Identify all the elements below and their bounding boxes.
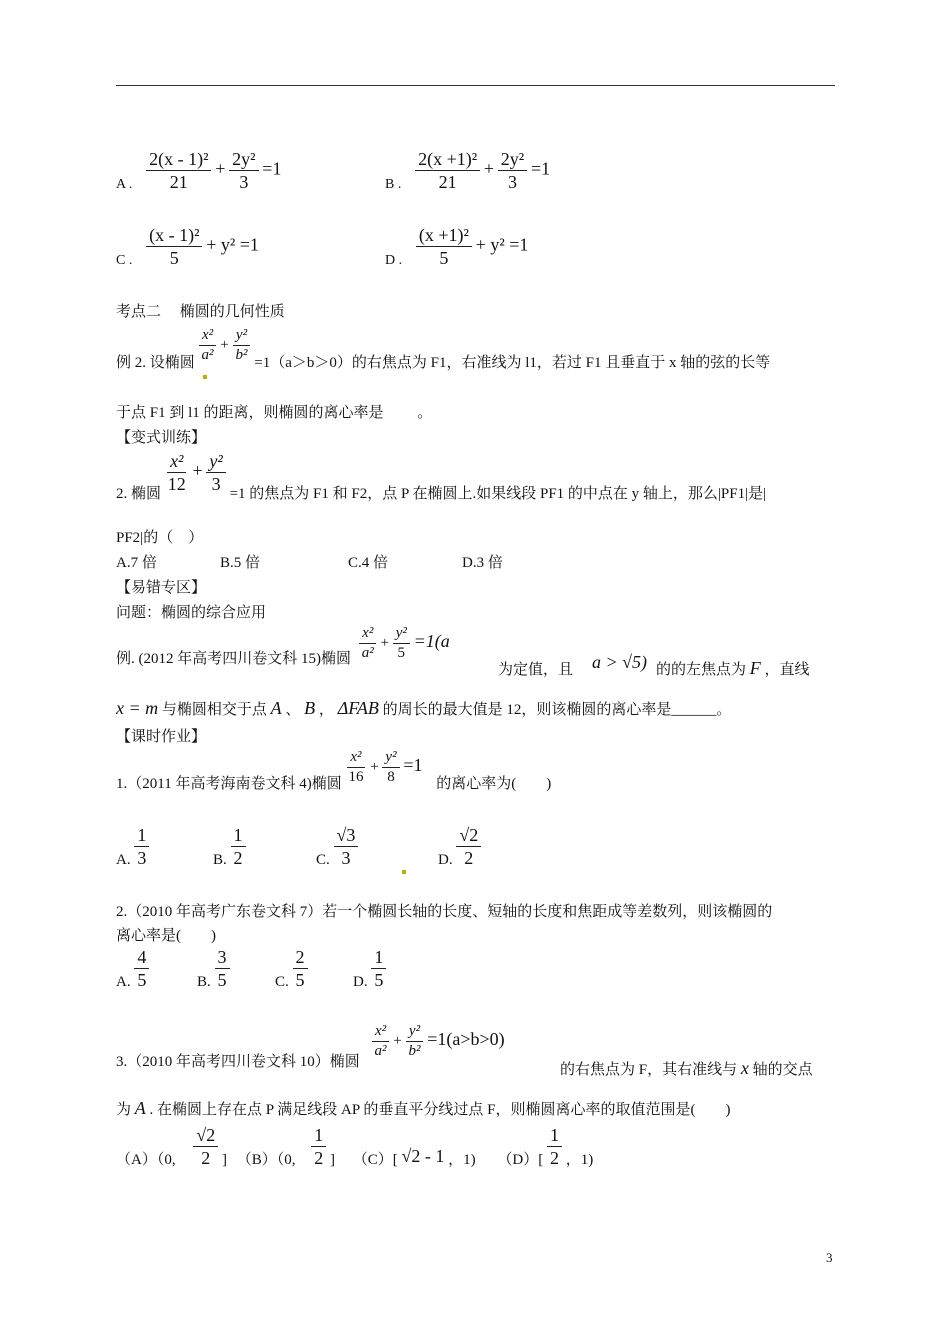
error-example-mid: 为定值，且 [498, 662, 574, 678]
variant-q2-opt-d: D.3 倍 [462, 555, 503, 571]
homework-q2-opt-b: B. $\frac{3}{5}$ [197, 948, 230, 990]
error-example-line2: x = m 与椭圆相交于点 A 、 B ， ΔFAB 的周长的最大值是 12，则该椭圆的离心率是______。 [116, 698, 732, 718]
example-2-line2: 于点 F1 到 l1 的距离，则椭圆的离心率是 。 [116, 405, 433, 421]
variant-q2: 2. 椭圆 $\frac{\text{x²}}{12}$ + $\frac{\text{y²}}{3}$ =1 的焦点为 F1 和 F2，点 P 在椭圆上.如果线段 PF1 的中点在 y 轴上，那么|PF1|是| [116, 451, 767, 503]
homework-q1-opt-b: B. $\frac{1}{2}$ [213, 826, 246, 868]
variant-q2-opt-c: C.4 倍 [348, 555, 389, 571]
homework-q2-opt-c: C. $\frac{2}{5}$ [275, 948, 308, 990]
variant-q2-opt-b: B.5 倍 [220, 555, 261, 571]
marker-dot [203, 375, 207, 379]
error-example-cond: a > √5) [592, 652, 648, 672]
marker-dot [402, 870, 406, 874]
homework-q1-opt-c: C. $\frac{√3}{3}$ [316, 826, 358, 868]
homework-q1-opt-a: A. $\frac{1}{3}$ [116, 826, 149, 868]
homework-q3-line2: 为 A . 在椭圆上存在点 P 满足线段 AP 的垂直平分线过点 F，则椭圆离心率的取值范围是( ) [116, 1098, 731, 1118]
homework-q2-opt-a: A. $\frac{4}{5}$ [116, 948, 149, 990]
homework-heading: 【课时作业】 [116, 729, 207, 745]
page-number: 3 [826, 1250, 833, 1265]
homework-q2-line2: 离心率是( ) [116, 928, 216, 944]
error-zone-problem: 问题：椭圆的综合应用 [116, 605, 267, 621]
option-c: C . $\frac{\text{(x - 1)²}}{5}$ + y² =1 [116, 225, 259, 269]
error-example-tail: 的的左焦点为 F ，直线 [656, 658, 810, 678]
homework-q3-options: （A）（0, $\frac{√2}{2}$ ] （B）（0, $\frac{1}{2}$ ] （C）[ √2 - 1 ，1) （D）[ $\frac{1}{2}$ ，1) [116, 1125, 594, 1169]
error-example: 例. (2012 年高考四川卷文科 15)椭圆 $\frac{\text{x²}}{\text{a²}}$ + $\frac{\text{y²}}{5}$ =1(a [116, 625, 450, 668]
option-d: D . $\frac{\text{(x +1)²}}{5}$ + y² =1 [385, 225, 529, 269]
variant-heading: 【变式训练】 [116, 430, 207, 446]
error-zone-heading: 【易错专区】 [116, 580, 207, 596]
variant-q2-opt-a: A.7 倍 [116, 555, 157, 571]
option-b: B . $\frac{\text{2(x +1)²}}{21}$ + $\frac{\text{2y²}}{3}$ =1 [385, 149, 551, 193]
example-2: 例 2. 设椭圆 $\frac{\text{x²}}{\text{a²}}$ + $\frac{\text{y²}}{\text{b²}}$ =1（a＞b＞0）的右焦点为 F1，右准线为 l1，若过 F1 且垂直于 x 轴的弦的长等 [116, 327, 771, 372]
header-rule [116, 85, 835, 86]
homework-q3: 3.（2010 年高考四川卷文科 10）椭圆 $\frac{\text{x²}}{\text{a²}}$ + $\frac{\text{y²}}{\text{b²}}$ =1(a>b>0) [116, 1023, 505, 1071]
homework-q1-opt-d: D. $\frac{√2}{2}$ [438, 826, 481, 868]
variant-q2-line2: PF2|的（ ） [116, 530, 204, 546]
homework-q2-opt-d: D. $\frac{1}{5}$ [353, 948, 386, 990]
section-heading: 考点二 椭圆的几何性质 [116, 304, 285, 320]
homework-q1: 1.（2011 年高考海南卷文科 4)椭圆 $\frac{\text{x²}}{16}$ + $\frac{\text{y²}}{8}$ =1 的离心率为( ) [116, 749, 552, 793]
homework-q2: 2.（2010 年高考广东卷文科 7）若一个椭圆长轴的长度、短轴的长度和焦距成等差数列，则该椭圆的 [116, 904, 773, 920]
option-a: A . $\frac{\text{2(x - 1)²}}{21}$ + $\frac{\text{2y²}}{3}$ =1 [116, 149, 282, 193]
homework-q3-tail: 的右焦点为 F，其右准线与 x 轴的交点 [560, 1058, 813, 1078]
